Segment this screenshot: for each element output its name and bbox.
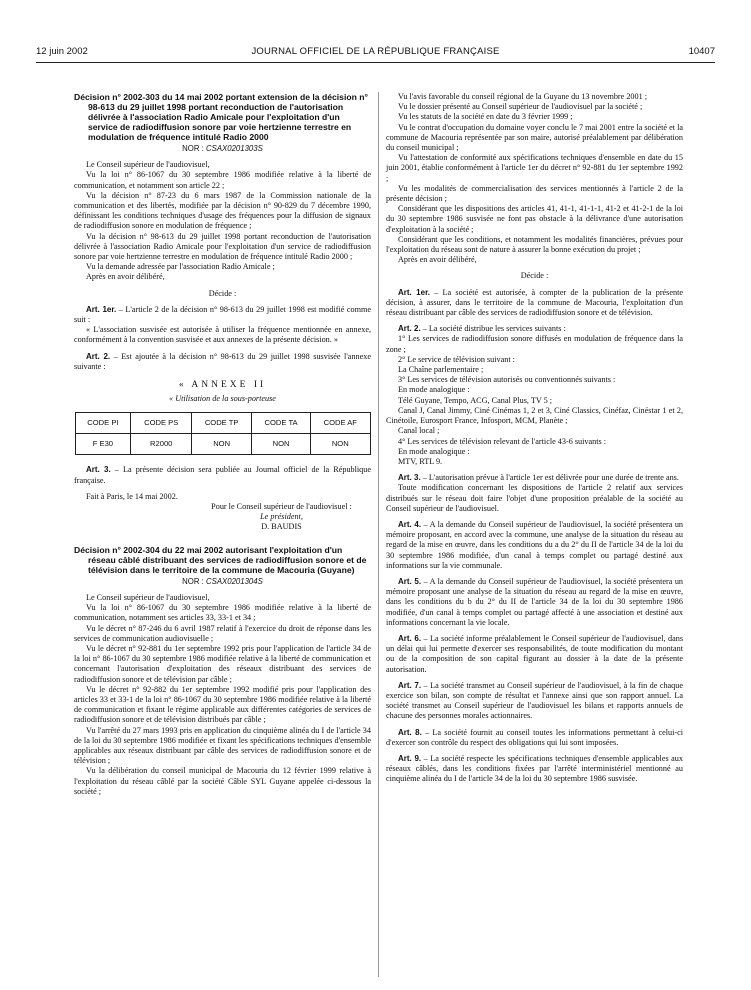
nor-code: CSAX0201304S: [206, 576, 263, 586]
article-8: [386, 728, 683, 748]
decision-2-nor: [74, 577, 371, 587]
service-item: En mode analogique :: [398, 385, 470, 395]
paragraph: Vu l'attestation de conformité aux spécifications techniques d'ensemble en date du 15 juin 2001, établie conformément à l'article 1er du décret n° 92-881 du 1er septembre 1992 ;: [386, 153, 683, 183]
decide-heading: Décide :: [208, 288, 237, 298]
article-label: Art. 5.: [398, 576, 422, 586]
article-text: – A la demande du Conseil supérieur de l'audiovisuel, la société présentera un mémoire proposant une analyse de la situation du réseau au regard de la mise en œuvre, dans les conditions du b du 2° du II de l'article 34 de la loi du 30 septembre 1986 modifiée, d'un canal à temps complet ou partagé affecté à une association et destiné aux informations concernant la vie locale.: [386, 576, 684, 627]
paragraph: Après en avoir délibéré,: [86, 272, 165, 282]
table-cell: NON: [311, 434, 370, 455]
service-item: Canal local ;: [398, 426, 440, 436]
article-text: – A la demande du Conseil supérieur de l'audiovisuel, la société présentera un mémoire proposant, en accord avec la commune, une analyse de la situation du réseau au regard de la mise en œuvre, dans les conditions du a du 2° du II de l'article 34 de la loi du 30 septembre 1986 modifiée, d'un canal à temps complet ou partagé destiné aux informations sur la vie communale.: [386, 519, 684, 570]
article-5: [386, 577, 683, 628]
paragraph: Toute modification concernant les dispositions de l'article 2 relatif aux services distribués sur le réseau doit faire l'objet d'une proposition préalable de la société au Conseil supérieur de l'audiovisuel.: [386, 483, 683, 513]
paragraph: Vu l'avis favorable du conseil régional de la Guyane du 13 novembre 2001 ;: [398, 92, 648, 101]
article-label: Art. 3.: [86, 465, 111, 475]
article-text: – L'article 2 de la décision n° 98-613 du 29 juillet 1998 est modifié comme suit :: [74, 304, 371, 325]
page-header: [36, 46, 715, 60]
table-row: [75, 434, 370, 455]
header-date: 12 juin 2002: [36, 46, 88, 57]
service-item: 2° Le service de télévision suivant :: [398, 354, 515, 364]
article-text: – La société informe préalablement le Conseil supérieur de l'audiovisuel, dans un délai qui lui permette d'exercer ses responsabilités, de toute modification du montant ou de la composition de son capital figurant au dossier à la date de la présente autorisation.: [386, 633, 684, 674]
paragraph: Vu la décision n° 87-23 du 6 mars 1987 de la Commission nationale de la communication et des libertés, modifiée par la décision n° 90-829 du 7 décembre 1990, définissant les conditions techniques d'usage des fréquences pour la diffusion de signaux de radiodiffusion sonore en modulation de fréquence ;: [74, 190, 371, 231]
table-header-cell: CODE AF: [311, 413, 370, 434]
article-text: – La société fournit au conseil toutes les informations permettant à celui-ci d'exercer son contrôle du respect des obligations qui lui sont imposées.: [386, 727, 683, 747]
decision-1-nor: [74, 144, 371, 154]
column-divider: [378, 92, 379, 977]
left-column: [74, 92, 371, 797]
paragraph: Vu la demande adressée par l'association Radio Amicale ;: [86, 262, 275, 272]
article-text: – L'autorisation prévue à l'article 1er est délivrée pour une durée de trente ans.: [420, 473, 679, 483]
article-label: Art. 2.: [86, 351, 111, 361]
signature-for: Pour le Conseil supérieur de l'audiovisuel :: [211, 502, 352, 512]
article-label: Art. 4.: [398, 519, 422, 529]
paragraph: Le Conseil supérieur de l'audiovisuel,: [86, 160, 210, 170]
header-rule: [36, 62, 715, 63]
paragraph: Considérant que les conditions, et notamment les modalités financières, prévues pour l'exploitation du réseau sont de nature à assurer la bonne exécution du projet ;: [386, 234, 683, 255]
paragraph: Vu le décret n° 87-246 du 6 avril 1987 relatif à l'exercice du droit de réponse dans les services de communication audiovisuelle ;: [74, 623, 371, 643]
table-header-row: [75, 413, 370, 434]
article-1: [386, 288, 683, 319]
article-text: – La société est autorisée, à compter de la publication de la présente décision, à assurer, dans le territoire de la commune de Macouria, l'exploitation d'un réseau distribuant par câble des services de radiodiffusion sonore et de télévision.: [386, 287, 684, 318]
right-column: [386, 92, 683, 785]
article-text: – La société distribue les services suivants :: [420, 324, 566, 334]
service-item: Télé Guyane, Tempo, ACG, Canal Plus, TV 5 ;: [398, 395, 553, 405]
article-2: [386, 324, 683, 334]
nor-label: NOR :: [182, 144, 204, 153]
article-label: Art. 7.: [398, 680, 422, 690]
signature-role: Le président,: [260, 512, 303, 522]
article-text: – La société transmet au Conseil supérieur de l'audiovisuel, à la fin de chaque exercice son bilan, son compte de résultat et l'annexe ainsi que son rapport annuel. La société transmet au Conseil supérieur de l'audiovisuel les bilans et rapports annuels de chacune des personnes morales actionnaires.: [386, 680, 684, 721]
paragraph: Vu le dossier présenté au Conseil supérieur de l'audiovisuel par la société ;: [398, 102, 643, 112]
article-label: Art. 2.: [398, 324, 421, 334]
article-label: Art. 3.: [398, 473, 421, 483]
service-item: La Chaîne parlementaire ;: [398, 365, 484, 375]
article-text: – Est ajoutée à la décision n° 98-613 du 29 juillet 1998 susvisée l'annexe suivante :: [74, 351, 371, 371]
service-item: Canal J, Canal Jimmy, Ciné Cinémas 1, 2 et 3, Ciné Classics, Cinéfaz, Cinéstar 1 et 2, Cinétoile, Eurosport France, Infosport, MCM, Planète ;: [386, 405, 683, 426]
signature-name: D. BAUDIS: [261, 522, 302, 532]
article-label: Art. 1er.: [398, 287, 430, 297]
article-1-quote: « L'association susvisée est autorisée à utiliser la fréquence mentionnée en annexe, conformément à la convention susvisée et aux annexes de la présente décision. »: [74, 325, 371, 345]
paragraph: Vu la loi n° 86-1067 du 30 septembre 1986 modifiée relative à la liberté de communication, et notamment son article 22 ;: [74, 170, 371, 190]
article-label: Art. 1er.: [86, 304, 117, 314]
table-header-cell: CODE TA: [252, 413, 311, 434]
paragraph: Le Conseil supérieur de l'audiovisuel,: [86, 592, 210, 602]
table-cell: F E30: [75, 434, 131, 455]
service-item: En mode analogique :: [398, 446, 470, 456]
service-item: MTV, RTL 9.: [398, 456, 443, 466]
service-item: 4° Les services de télévision relevant de l'article 43-6 suivants :: [398, 436, 607, 446]
article-text: – La présente décision sera publiée au Journal officiel de la République française.: [74, 465, 372, 485]
article-text: – La société respecte les spécifications techniques d'ensemble applicables aux réseaux câblés, dans les conditions fixées par l'arrêté interministériel mentionné au cinquième alinéa du I de l'article 34 de la loi du 30 septembre 1986 susvisée.: [386, 753, 683, 784]
article-3: [74, 465, 371, 485]
paragraph: Vu les modalités de commercialisation des services mentionnés à l'article 2 de la présente décision ;: [386, 183, 683, 204]
article-4: [386, 520, 683, 571]
annex-subtitle: « Utilisation de la sous-porteuse: [169, 394, 276, 404]
service-item: 1° Les services de radiodiffusion sonore diffusés en modulation de fréquence dans la zone ;: [386, 334, 683, 354]
article-3: [386, 473, 683, 483]
table-cell: NON: [192, 434, 252, 455]
table-cell: NON: [252, 434, 311, 455]
service-item: 3° Les services de télévision autorisés ou conventionnés suivants :: [398, 375, 616, 385]
article-6: [386, 634, 683, 675]
table-cell: R2000: [131, 434, 192, 455]
paragraph: Vu la décision n° 98-613 du 29 juillet 1998 portant reconduction de l'autorisation délivrée à l'association Radio Amicale pour l'exploitation d'un service de radiodiffusion sonore par voie hertzienne terrestre en modulation de fréquence intitulé Radio 2000 ;: [74, 231, 371, 262]
paragraph: Vu le décret n° 92-882 du 1er septembre 1992 modifié pris pour l'application des articles 33 et 33-1 de la loi n° 86-1067 du 30 septembre 1986 modifiée relative à la liberté de communication et fixant le régime applicable aux différentes catégories de services de radiodiffusion sonore et de télévision distribués par câble ;: [74, 684, 371, 725]
article-label: Art. 8.: [398, 727, 422, 737]
table-header-cell: CODE PS: [131, 413, 192, 434]
article-7: [386, 681, 683, 722]
header-title: JOURNAL OFFICIEL DE LA RÉPUBLIQUE FRANÇAISE: [251, 46, 500, 57]
article-1: [74, 305, 371, 325]
article-9: [386, 754, 683, 785]
signature-date: Fait à Paris, le 14 mai 2002.: [86, 491, 178, 501]
paragraph: Vu la délibération du conseil municipal de Macouria du 12 février 1999 relative à l'exploitation du réseau câblé par la société Câble SYL Guyane appelée ci-dessous la société ;: [74, 766, 371, 796]
paragraph: Vu l'arrêté du 27 mars 1993 pris en application du cinquième alinéa du I de l'article 34 de la loi du 30 septembre 1986 modifiée et fixant les spécifications techniques d'ensemble applicables aux réseaux distribuant par câble des services de radiodiffusion sonore et de télévision ;: [74, 725, 371, 766]
article-2: [74, 352, 371, 372]
table-header-cell: CODE PI: [75, 413, 131, 434]
paragraph: Vu la loi n° 86-1067 du 30 septembre 1986 modifiée relative à la liberté de communication, notamment ses articles 33, 33-1 et 34 ;: [74, 603, 371, 623]
decide-heading: Décide :: [520, 271, 549, 281]
header-page-number: 10407: [688, 46, 715, 57]
paragraph: Vu le décret n° 92-881 du 1er septembre 1992 pris pour l'application de l'article 34 de la loi n° 86-1067 du 30 septembre 1986 modifiée relative à la liberté de communication et concernant l'autorisation d'exploitation des réseaux distribuant des services de radiodiffusion sonore et de télévision par câble ;: [74, 643, 371, 684]
paragraph: Considérant que les dispositions des articles 41, 41-1, 41-1-1, 41-2 et 41-2-1 de la loi du 30 septembre 1986 susvisée ne font pas obstacle à la délivrance d'une autorisation d'exploitation à la société ;: [386, 204, 683, 234]
article-label: Art. 6.: [398, 633, 422, 643]
nor-label: NOR :: [182, 576, 204, 586]
paragraph: Après en avoir délibéré,: [398, 255, 477, 265]
annex-title: « ANNEXE II: [178, 380, 267, 391]
subcarrier-table: [75, 412, 371, 455]
table-header-cell: CODE TP: [192, 413, 252, 434]
nor-code: CSAX0201303S: [206, 144, 263, 153]
paragraph: Vu le contrat d'occupation du domaine voyer conclu le 7 mai 2001 entre la société et la commune de Macouria représentée par son maire, autorisé préalablement par délibération du conseil municipal ;: [386, 122, 683, 153]
article-label: Art. 9.: [398, 753, 422, 763]
decision-2-title: Décision n° 2002-304 du 22 mai 2002 autorisant l'exploitation d'un réseau câblé distribuant des services de radiodiffusion sonore et de télévision dans le territoire de la commune de Macouria (Guyane): [74, 544, 367, 575]
paragraph: Vu les statuts de la société en date du 3 février 1999 ;: [398, 112, 573, 122]
decision-1-title: Décision n° 2002-303 du 14 mai 2002 portant extension de la décision n° 98-613 du 29 juillet 1998 portant reconduction de l'autorisation délivrée à l'association Radio Amicale pour l'exploitation d'un service de radiodiffusion sonore par voie hertzienne terrestre en modulation de fréquence intitulé Radio 2000: [74, 92, 368, 142]
